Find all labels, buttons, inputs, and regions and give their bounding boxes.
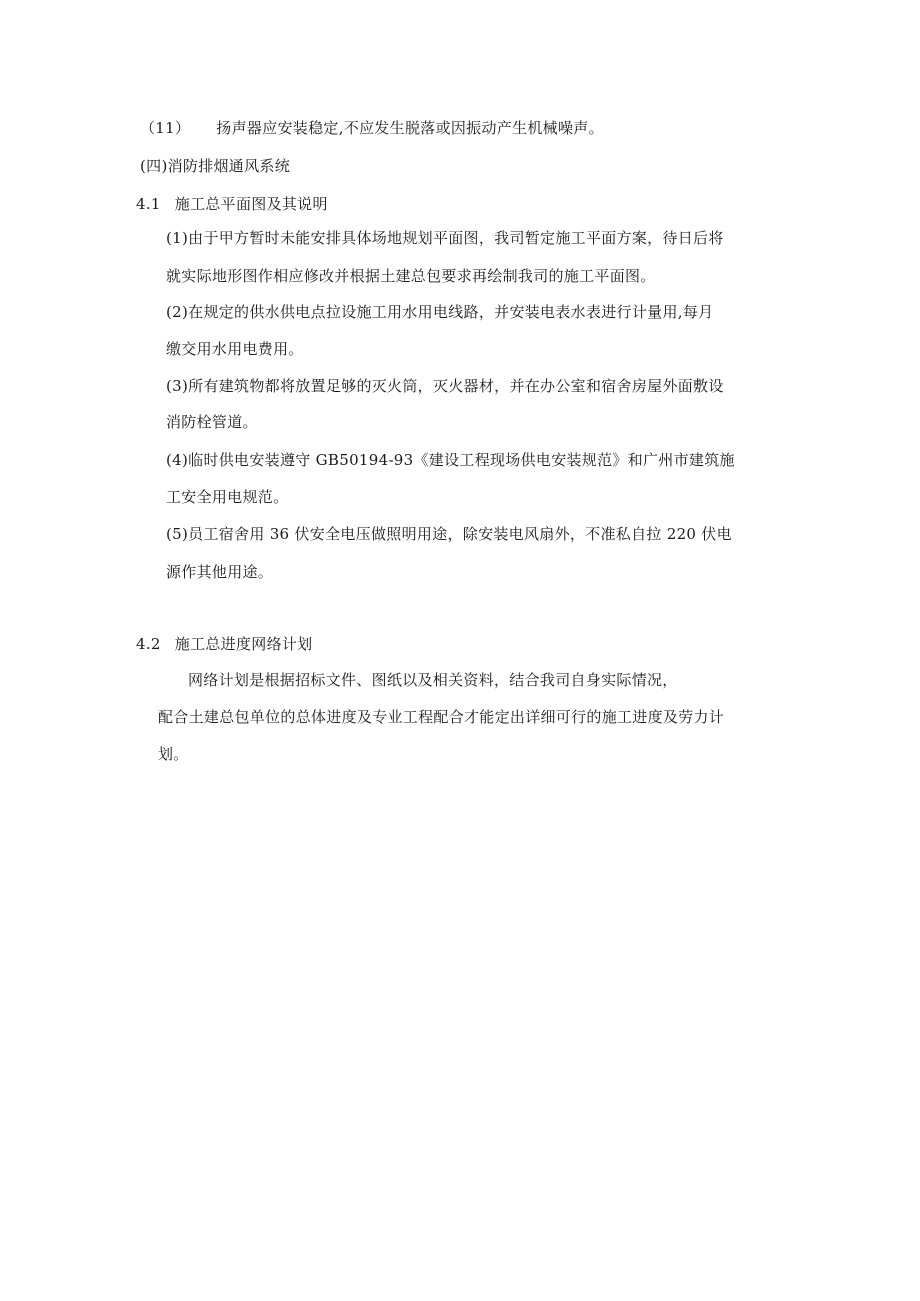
list-item-1-line-2: 就实际地形图作相应修改并根据土建总包要求再绘制我司的施工平面图。 xyxy=(166,267,656,285)
list-item-4-line-2: 工安全用电规范。 xyxy=(166,488,289,506)
list-item-3-line-1: (3)所有建筑物都将放置足够的灭火筒，灭火器材，并在办公室和宿舍房屋外面敷设 xyxy=(166,377,724,395)
list-item-2-line-2: 缴交用水用电费用。 xyxy=(166,340,304,358)
list-item-2-line-1: (2)在规定的供水供电点拉设施工用水用电线路，并安装电表水表进行计量用,每月 xyxy=(166,303,714,321)
subsection-4-1-title: 施工总平面图及其说明 xyxy=(174,195,328,213)
item-11-number: （11） xyxy=(140,119,191,137)
subsection-4-2-number: 4.2 xyxy=(136,635,161,653)
section-4-heading: (四)消防排烟通风系统 xyxy=(140,157,291,175)
list-item-1-line-1: (1)由于甲方暂时未能安排具体场地规划平面图，我司暂定施工平面方案，待日后将 xyxy=(166,229,724,247)
item-11 xyxy=(140,118,604,138)
list-item-4-line-1: (4)临时供电安装遵守 GB50194-93《建设工程现场供电安装规范》和广州市建筑施 xyxy=(166,451,735,469)
subsection-4-1-number: 4.1 xyxy=(136,195,161,213)
paragraph-line-1: 网络计划是根据招标文件、图纸以及相关资料，结合我司自身实际情况， xyxy=(188,671,678,689)
subsection-4-1-heading xyxy=(136,194,328,214)
subsection-4-2-heading xyxy=(136,634,312,654)
list-item-3-line-2: 消防栓管道。 xyxy=(166,413,258,431)
list-item-5-line-2: 源作其他用途。 xyxy=(166,563,274,581)
paragraph-line-2: 配合土建总包单位的总体进度及专业工程配合才能定出详细可行的施工进度及劳力计 xyxy=(158,708,725,726)
subsection-4-2-title: 施工总进度网络计划 xyxy=(174,635,313,653)
list-item-5-line-1: (5)员工宿舍用 36 伏安全电压做照明用途，除安装电风扇外，不准私自拉 220 伏电 xyxy=(166,525,732,543)
item-11-text: 扬声器应安装稳定,不应发生脱落或因振动产生机械噪声。 xyxy=(216,119,604,137)
paragraph-line-3: 划。 xyxy=(158,745,189,763)
